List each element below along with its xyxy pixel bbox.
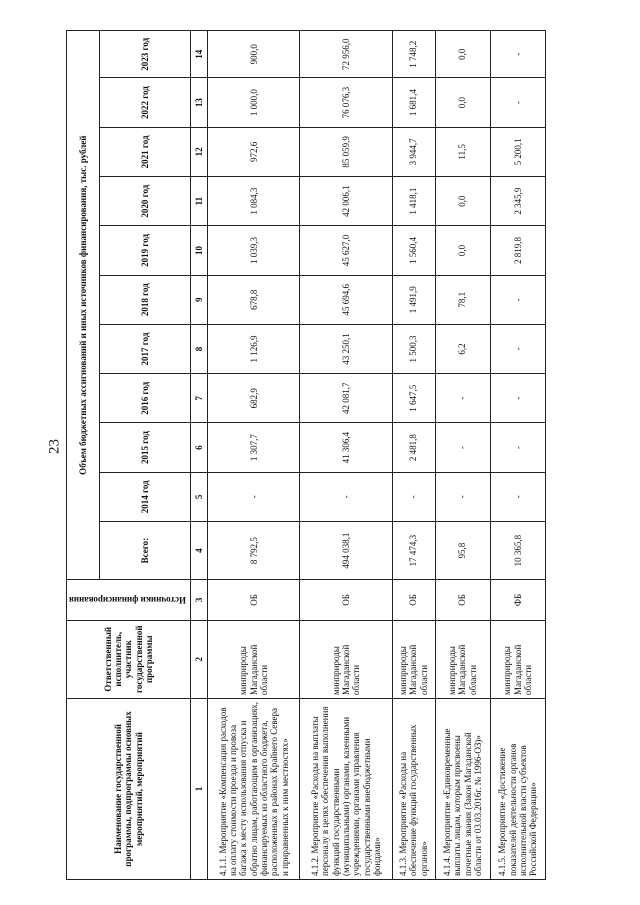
header-year: 2020 год xyxy=(100,177,191,226)
col-index: 2 xyxy=(191,620,208,698)
row-value: 1 039,3 xyxy=(208,226,300,275)
header-year: 2023 год xyxy=(100,31,191,78)
col-index: 6 xyxy=(191,423,208,472)
col-index: 13 xyxy=(191,78,208,127)
table-row xyxy=(300,31,392,880)
row-source: ОБ xyxy=(435,580,490,620)
header-source-text: Источники финансирования xyxy=(69,595,186,606)
row-executor: минприроды Магаданской области xyxy=(490,620,545,698)
row-value: - xyxy=(435,472,490,521)
row-executor: минприроды Магаданской области xyxy=(300,620,392,698)
row-value: 45 694,6 xyxy=(300,275,392,324)
header-year: 2016 год xyxy=(100,374,191,423)
row-value: 45 627,0 xyxy=(300,226,392,275)
row-value: 682,9 xyxy=(208,374,300,423)
col-index: 5 xyxy=(191,472,208,521)
row-executor: минприроды Магаданской области xyxy=(435,620,490,698)
row-value: 10 365,8 xyxy=(490,521,545,579)
row-source: ОБ xyxy=(300,580,392,620)
row-name: 4.1.4. Мероприятие «Единовременные выплаты лицам, которым присвоены почетные звания (Закон Магаданской области от 03.03.2016г. № 1996-ОЗ)» xyxy=(435,698,490,879)
row-value: 2 819,8 xyxy=(490,226,545,275)
row-value: 1 681,4 xyxy=(392,78,435,127)
row-value: 1 560,4 xyxy=(392,226,435,275)
row-value: - xyxy=(490,275,545,324)
row-value: 42 081,7 xyxy=(300,374,392,423)
col-index: 7 xyxy=(191,374,208,423)
row-value: 1 307,7 xyxy=(208,423,300,472)
row-value: 95,8 xyxy=(435,521,490,579)
row-value: - xyxy=(435,374,490,423)
col-index: 8 xyxy=(191,324,208,373)
row-value: - xyxy=(300,472,392,521)
col-index: 11 xyxy=(191,177,208,226)
col-index: 1 xyxy=(191,698,208,879)
table-row xyxy=(392,31,435,880)
row-name: 4.1.1. Мероприятие «Компенсация расходов на оплату стоимости проезда и провоза багажа к месту использования отпуска и обратно лицам, работающим в организациях, финансируемых из областного бюджета, расположенных в районах Крайнего Севера и приравненных к ним местностях» xyxy=(208,698,300,879)
row-value: 900,0 xyxy=(208,31,300,78)
row-value: 1 748,2 xyxy=(392,31,435,78)
row-value: 76 076,3 xyxy=(300,78,392,127)
row-executor: минприроды Магаданской области xyxy=(392,620,435,698)
row-value: 1 084,3 xyxy=(208,177,300,226)
rotated-table-container xyxy=(66,30,546,880)
header-total: Всего: xyxy=(100,521,191,579)
row-value: - xyxy=(490,472,545,521)
col-index: 3 xyxy=(191,580,208,620)
table-row xyxy=(490,31,545,880)
row-value: 0,0 xyxy=(435,78,490,127)
row-value: 2 481,8 xyxy=(392,423,435,472)
row-value: 1 000,0 xyxy=(208,78,300,127)
table-row xyxy=(435,31,490,880)
row-value: 0,0 xyxy=(435,177,490,226)
header-year: 2022 год xyxy=(100,78,191,127)
page-number: 23 xyxy=(46,439,63,454)
row-value: 972,6 xyxy=(208,127,300,176)
row-value: 41 306,4 xyxy=(300,423,392,472)
row-value: 1 500,3 xyxy=(392,324,435,373)
row-value: 494 038,1 xyxy=(300,521,392,579)
row-value: 72 956,0 xyxy=(300,31,392,78)
column-index-row xyxy=(191,31,208,880)
row-value: 2 345,9 xyxy=(490,177,545,226)
col-index: 12 xyxy=(191,127,208,176)
row-executor: минприроды Магаданской области xyxy=(208,620,300,698)
header-year: 2017 год xyxy=(100,324,191,373)
row-value: - xyxy=(490,423,545,472)
col-index: 14 xyxy=(191,31,208,78)
row-value: 78,1 xyxy=(435,275,490,324)
header-source xyxy=(67,580,191,620)
row-value: - xyxy=(490,31,545,78)
row-value: - xyxy=(490,78,545,127)
row-value: 43 250,1 xyxy=(300,324,392,373)
row-source: ОБ xyxy=(208,580,300,620)
row-value: 85 059,9 xyxy=(300,127,392,176)
col-index: 4 xyxy=(191,521,208,579)
row-value: 5 200,1 xyxy=(490,127,545,176)
row-value: 11,5 xyxy=(435,127,490,176)
row-source: ОБ xyxy=(392,580,435,620)
row-source: ФБ xyxy=(490,580,545,620)
row-value: 0,0 xyxy=(435,226,490,275)
row-value: 6,2 xyxy=(435,324,490,373)
row-name: 4.1.3. Мероприятие «Расходы на обеспечение функций государственных органов» xyxy=(392,698,435,879)
col-index: 9 xyxy=(191,275,208,324)
header-year: 2014 год xyxy=(100,472,191,521)
row-value: - xyxy=(392,472,435,521)
row-value: - xyxy=(435,423,490,472)
row-value: 8 792,5 xyxy=(208,521,300,579)
table-row xyxy=(208,31,300,880)
row-name: 4.1.5. Мероприятие «Достижение показателей деятельности органов исполнительной власти субъектов Российской Федерации» xyxy=(490,698,545,879)
row-name: 4.1.2. Мероприятие «Расходы на выплаты персоналу в целях обеспечения выполнения функций государственными (муниципальными) органами, казенными учреждениями, органами управления государственными внебюджетными фондами» xyxy=(300,698,392,879)
row-value: - xyxy=(490,324,545,373)
header-name: Наименование государственной программы, подпрограммы основных мероприятий, мероприятий xyxy=(67,698,191,879)
row-value: 678,8 xyxy=(208,275,300,324)
header-year: 2021 год xyxy=(100,127,191,176)
funding-table xyxy=(66,30,546,880)
header-year: 2019 год xyxy=(100,226,191,275)
row-value: - xyxy=(208,472,300,521)
header-year: 2015 год xyxy=(100,423,191,472)
row-value: 1 126,9 xyxy=(208,324,300,373)
header-year: 2018 год xyxy=(100,275,191,324)
row-value: - xyxy=(490,374,545,423)
header-funding: Объем бюджетных ассигнований и иных источников финансирования, тыс. рублей xyxy=(67,31,100,580)
row-value: 3 944,7 xyxy=(392,127,435,176)
row-value: 1 491,9 xyxy=(392,275,435,324)
row-value: 1 647,5 xyxy=(392,374,435,423)
row-value: 0,0 xyxy=(435,31,490,78)
row-value: 17 474,3 xyxy=(392,521,435,579)
col-index: 10 xyxy=(191,226,208,275)
row-value: 42 006,1 xyxy=(300,177,392,226)
row-value: 1 418,1 xyxy=(392,177,435,226)
header-executor: Ответственный исполнитель, участник государственной программы xyxy=(67,620,191,698)
